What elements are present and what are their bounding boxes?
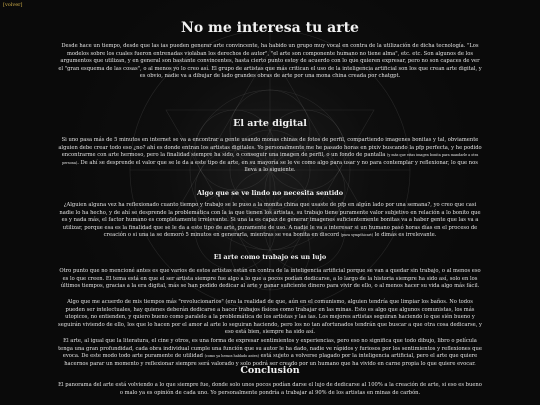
arte-trabajo-paragraph-3	[58, 338, 482, 368]
footnote-text: (y más que eitas imagen bonita para mandarle a otra persona)	[62, 153, 479, 165]
arte-trabajo-paragraph-1: Otro punto que no mencioné antes es que varios de estos artistas están en contra de la inteligencia artificial porque se van a quedar sin trabajo, o al menos eso es lo que creen. El tema está en que el ser artista siempre fue algo a lo que a pocos podían dedicarse, a lo largo de la historia siempre ha sido así, solo en los últimos tiempos, gracias a la era digital, más se han podido dedicar al arte y ganar suficiente dinero para vivir de ello, o al menos hacer su vida algo más fácil.	[59, 268, 481, 290]
section-heading-algo-lindo: Algo que se ve lindo no necesita sentido	[196, 189, 344, 197]
paragraph-text: le dimás es irrelevante.	[373, 232, 437, 239]
arte-digital-paragraph	[58, 137, 482, 175]
paragraph-text: Si uno pasa más de 5 minutos en internet se va a encontrar a gente usando monas chinas de fotos de perfil, compartiendo imagenes bonitas y tal, obviamente alguien debe crear todo eso ¿no? ahí es donde entran los artistas digitales. Yo personalmente me he pasado horas en pixiv buscando la pfp perfecta, y he podido encontrarme con arte hermoso, pero la finalidad siempre ha sido, o conseguir una imagen de perfil, o un fondo de pantalla	[58, 137, 482, 159]
section-heading-conclusion: Conclusión	[240, 365, 300, 376]
paragraph-text: ¿Alguien alguna vez ha reflexionado cuanto tiempo y trabajo se le puso a la monita china que usaste de pfp en algún lado por una semana?, yo creo que casi nadie lo ha hecho, y de ahí se desprende la problemática con la ia que tienen los artistas, su trabajo tiene puramente valor subjetivo en relación a lo bonito que es y nada más, el factor humano es completamente irrelevante. Si una ia es capaz de generar imagenes suficientemente bonitas va a haber gente que las va a utilizar, porque esa es la finalidad que se le da a este tipo de arte, puramente de uso. A nadie le va a interesar si un humano pasó horas días en el proceso de creación o si una ia se demoró 5 minutos en generarla, mientras se vea bonita en discord	[59, 202, 481, 239]
section-heading-arte-trabajo: El arte como trabajo es un lujo	[213, 253, 327, 261]
intro-paragraph: Desde hace un tiempo, desde que las ias pueden generar arte convincente, ha habido un grupo muy vocal en contra de la utilización de dicha tecnología. "Los modelos sobre los cuales fueron entrenadas violaban los derechos de autor", "el arte son componente humano no tiene alma", etc. etc. Son algunos de los argumentos que utilizan, y en general son bastante convincentes, hasta cierto punto estoy de acuerdo con lo que quieren expresar, pero no son capaces de ver el "gran esquema de las cosas", o al menos yo lo creo así. El grupo de artistas que más critican el uso de la inteligencia artificial son los que crean arte digital, y es obvio, nadie va a dibujar de lado grandes obras de arte por una mona china creada por chatgpt.	[58, 43, 482, 80]
section-heading-arte-digital: El arte digital	[233, 118, 307, 129]
paragraph-text: está sujeto a volverse plagado por la inteligencia artificial, pero el arte que quiere hacernos parar un momento y reflexionar siempre será valorado y solo podrá ser creado por un humano que ha vivido en carne propia lo que quiere evocar.	[64, 353, 478, 367]
page-title: No me interesa tu arte	[181, 20, 359, 36]
paragraph-text: El arte, al igual que la literatura, el cine y otros, es una forma de expresar sentimientos y experiencias, pero eso no significa que todo dibujo, libro o película tenga una gran profundidad, cada obra individual cumple una función que su autor le ha dado, nadie ve rápidos y furiosos por los sentimientos y reflexiones que evoca. De este modo todo arte puramente de utilidad	[58, 338, 482, 360]
conclusion-paragraph: El panorama del arte está volviendo a lo que siempre fue, donde solo unos pocos podían darse el lujo de dedicarse al 100% a la creación de arte, si eso es bueno o malo ya es opinión de cada uno. Yo personalmente pondría a trabajar al 90% de los artistas en minas de carbón.	[58, 382, 482, 396]
footnote-text: (como ya hemos hablado antes)	[204, 354, 259, 359]
arte-trabajo-paragraph-2: Algo que me acuerdo de mis tiempos más "revolucionarios" (era la realidad de que, aún en el comunismo, alguien tendría que limpiar los baños. No todos pueden ser intelectuales, hay quienes deberán dedicarse a hacer trabajos físicos como trabajar en las minas. Esto es algo que algunos comunistas, los más utopicos, no entienden, y quiero bueno como paralelo a la problemática de los artistas y las ias. Los mejores artistas seguiran haciendo lo que sién bueno y seguirán viviendo de ello, los que lo hacen por el amor al arte lo seguiran haciendo, pero los no tan afortunados tendrán que buscar a que otra cosa dedicarse, y eso está bien, siempre ha sido así.	[58, 299, 482, 336]
footnote-text: (pura sympthicart)	[340, 233, 374, 238]
back-link[interactable]: [volver]	[3, 2, 23, 8]
algo-lindo-paragraph	[58, 202, 482, 240]
paragraph-text: . De ahí se desprende el valor que se le da a este tipo de arte, en su mayoría se le ve como algo para usar y no para contemplar y reflexionar, lo que nos lleva a lo siguiente.	[77, 159, 478, 174]
